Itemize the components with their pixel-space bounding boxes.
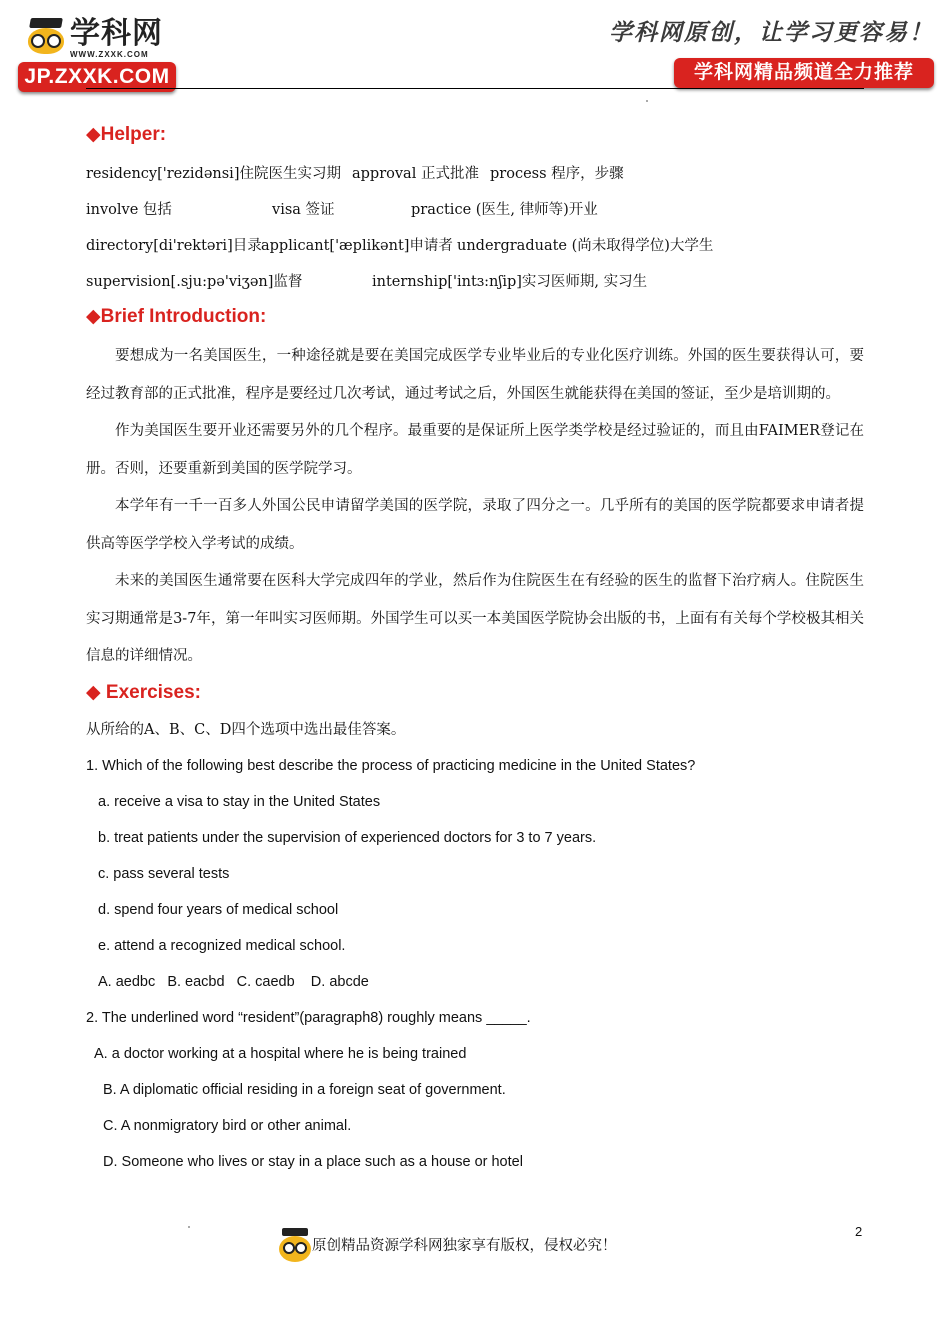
intro-paragraph-2: 作为美国医生要开业还需要另外的几个程序。最重要的是保证所上医学类学校是经过验证的，而且由FAIMER登记在册。否则，还要重新到美国的医学院学习。 [86, 423, 864, 477]
document-body [86, 120, 864, 1180]
vocab-involve: involve 包括 [86, 202, 172, 218]
question-2-choice-a: A. a doctor working at a hospital where he is being trained [94, 1045, 467, 1062]
vocab-process: process 程序，步骤 [490, 166, 624, 182]
question-1-stem: 1. Which of the following best describe the process of practicing medicine in the United States? [86, 757, 696, 774]
footer-dot [188, 1226, 190, 1228]
logo-url: WWW.ZXXK.COM [70, 49, 149, 59]
question-2-stem: 2. The underlined word “resident”(paragraph8) roughly means _____. [86, 1009, 531, 1026]
logo-brand-name: 学科网 [70, 15, 163, 51]
question-1-item-a: a. receive a visa to stay in the United States [98, 793, 381, 810]
page-number: 2 [855, 1224, 863, 1239]
intro-title: ◆Brief Introduction: [86, 306, 267, 327]
question-2-choice-b: B. A diplomatic official residing in a foreign seat of government. [103, 1081, 506, 1098]
vocab-internship: internship['intɜ:nʃip]实习医师期, 实习生 [372, 274, 648, 290]
question-1-item-d: d. spend four years of medical school [98, 901, 339, 918]
vocab-undergraduate: undergraduate (尚未取得学位)大学生 [457, 238, 714, 254]
question-1-item-c: c. pass several tests [98, 865, 230, 882]
channel-banner[interactable]: 学科网精品频道全力推荐 [674, 58, 934, 88]
page-footer [0, 1218, 950, 1278]
vocab-residency: residency['rezidənsi]住院医生实习期 [86, 166, 341, 182]
logo-jp-badge: JP.ZXXK.COM [18, 62, 176, 92]
intro-paragraph-1: 要想成为一名美国医生，一种途径就是要在美国完成医学专业毕业后的专业化医疗训练。外国的医生要获得认可，要经过教育部的正式批准，程序是要经过几次考试，通过考试之后，外国医生就能获得在美国的签证，至少是培训期的。 [86, 348, 864, 402]
zxxk-logo[interactable] [18, 12, 180, 92]
question-2-choice-c: C. A nonmigratory bird or other animal. [103, 1117, 352, 1134]
helper-row-2 [86, 192, 864, 228]
vocab-approval: approval 正式批准 [352, 166, 479, 182]
question-2-choice-d: D. Someone who lives or stay in a place such as a house or hotel [103, 1153, 523, 1170]
question-1-item-b: b. treat patients under the supervision of experienced doctors for 3 to 7 years. [98, 829, 597, 846]
copyright-notice: 原创精品资源学科网独家享有版权，侵权必究！ [312, 1238, 617, 1254]
question-1-choices: A. aedbc B. eacbd C. caedb D. abcde [98, 973, 369, 990]
intro-paragraph-4: 未来的美国医生通常要在医科大学完成四年的学业，然后作为住院医生在有经验的医生的监督下治疗病人。住院医生实习期通常是3-7年，第一年叫实习医师期。外国学生可以买一本美国医学院协会出版的书，上面有有关每个学校极其相关信息的详细情况。 [86, 573, 864, 664]
question-1-item-e: e. attend a recognized medical school. [98, 937, 346, 954]
footer-owl-icon [278, 1228, 312, 1262]
vocab-supervision: supervision[.sju:pə'viʒən]监督 [86, 274, 303, 290]
exercise-instruction: 从所给的A、B、C、D四个选项中选出最佳答案。 [86, 721, 406, 738]
helper-row-3 [86, 228, 864, 264]
exercises-title: ◆ Exercises: [86, 681, 201, 703]
vocab-visa: visa 签证 [272, 202, 335, 218]
header-slogan: 学科网原创，让学习更容易！ [609, 19, 934, 46]
vocab-applicant: applicant['æplikənt]申请者 [261, 238, 453, 254]
vocab-practice: practice (医生, 律师等)开业 [411, 202, 598, 218]
helper-row-4 [86, 264, 864, 300]
helper-title: ◆Helper: [86, 124, 167, 145]
header-divider [86, 88, 864, 89]
owl-mascot-icon [26, 18, 66, 58]
vocab-directory: directory[di'rektəri]目录 [86, 238, 262, 254]
helper-row-1 [86, 156, 864, 192]
intro-paragraph-3: 本学年有一千一百多人外国公民申请留学美国的医学院，录取了四分之一。几乎所有的美国的医学院都要求申请者提供高等医学学校入学考试的成绩。 [86, 498, 864, 552]
page-header [0, 0, 950, 100]
header-dot [646, 100, 648, 102]
